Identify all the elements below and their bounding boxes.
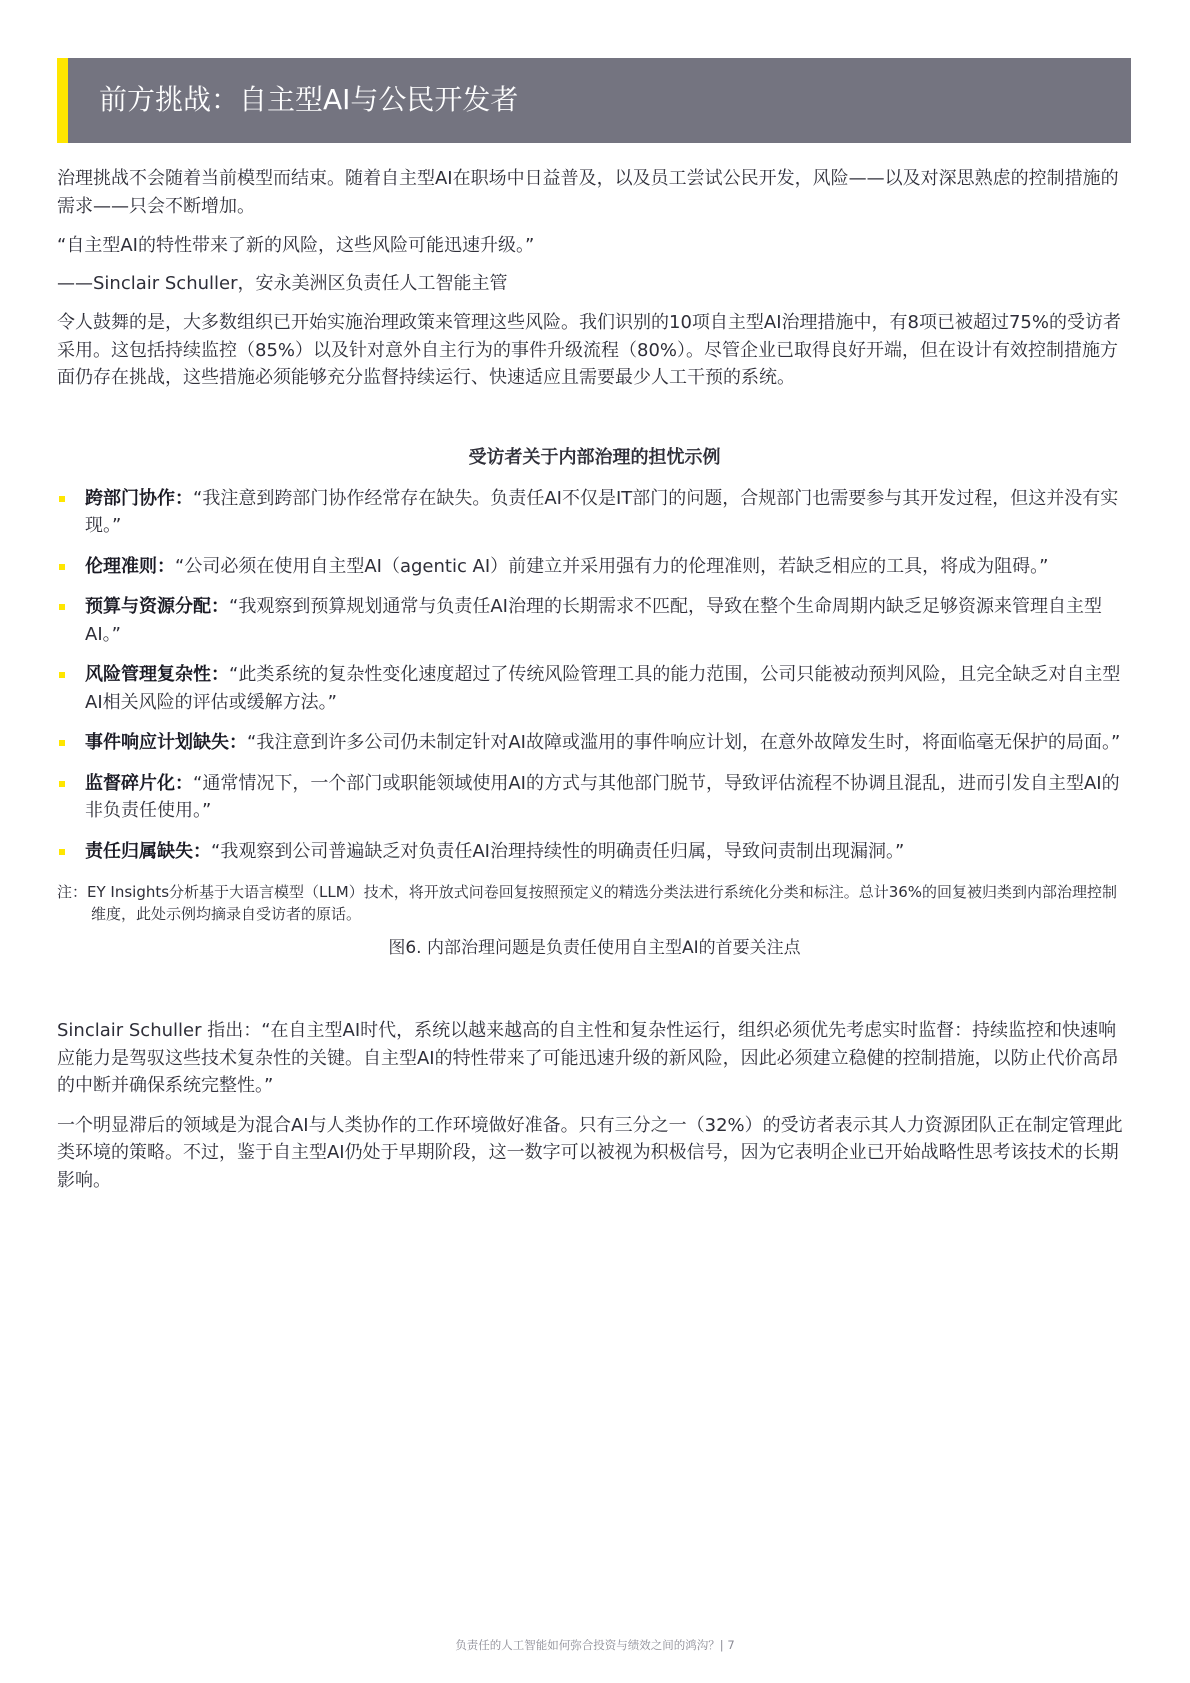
figure-caption: 图6. 内部治理问题是负责任使用自主型AI的首要关注点: [388, 938, 801, 958]
concern-label: 跨部门协作：: [85, 487, 193, 509]
concern-text: “此类系统的复杂性变化速度超过了传统风险管理工具的能力范围，公司只能被动预判风险，且完全缺乏对自主型AI相关风险的评估或缓解方法。”: [85, 664, 1121, 713]
section-banner: [57, 58, 1131, 143]
page-title: 前方挑战：自主型AI与公民开发者: [99, 83, 519, 116]
intro-paragraph: 治理挑战不会随着当前模型而结束。随着自主型AI在职场中日益普及，以及员工尝试公民开发，风险——以及对深思熟虑的控制措施的需求——只会不断增加。: [57, 168, 1119, 217]
concern-label: 伦理准则：: [85, 555, 175, 577]
bullet-square-icon: [59, 781, 65, 787]
page-footer: 负责任的人工智能如何弥合投资与绩效之间的鸿沟？| 7: [455, 1638, 735, 1652]
list-item: [57, 593, 1132, 648]
list-item: [57, 770, 1132, 825]
concern-label: 预算与资源分配：: [85, 596, 229, 617]
bullet-square-icon: [59, 496, 65, 502]
list-item: [57, 838, 1132, 866]
concern-text: “我注意到跨部门协作经常存在缺失。负责任AI不仅是IT部门的问题，合规部门也需要参与其开发过程，但这并没有实现。”: [85, 487, 1119, 536]
schuller-paragraph: Sinclair Schuller 指出：“在自主型AI时代，系统以越来越高的自主性和复杂性运行，组织必须优先考虑实时监督：持续监控和快速响应能力是驾驭这些技术复杂性的关键。自主型AI的特性带来了可能迅速升级的新风险，因此必须建立稳健的控制措施，以防止代价高昂的中断并确保系统完整性。”: [57, 1020, 1119, 1096]
concerns-list: [57, 485, 1132, 866]
concern-text: “通常情况下，一个部门或职能领域使用AI的方式与其他部门脱节，导致评估流程不协调且混乱，进而引发自主型AI的非负责任使用。”: [85, 772, 1120, 821]
hr-paragraph: 一个明显滞后的领域是为混合AI与人类协作的工作环境做好准备。只有三分之一（32%）的受访者表示其人力资源团队正在制定管理此类环境的策略。不过，鉴于自主型AI仍处于早期阶段，这一数字可以被视为积极信号，因为它表明企业已开始战略性思考该技术的长期影响。: [57, 1114, 1123, 1191]
list-item: [57, 729, 1132, 757]
concern-label: 监督碎片化：: [85, 772, 193, 794]
bullet-square-icon: [59, 849, 65, 855]
list-item: [57, 553, 1132, 581]
governance-paragraph: 令人鼓舞的是，大多数组织已开始实施治理政策来管理这些风险。我们识别的10项自主型AI治理措施中，有8项已被超过75%的受访者采用。这包括持续监控（85%）以及针对意外自主行为的事件升级流程（80%）。尽管企业已取得良好开端，但在设计有效控制措施方面仍存在挑战，这些措施必须能够充分监督持续运行、快速适应且需要最少人工干预的系统。: [57, 312, 1121, 388]
main-content: [57, 165, 1132, 1194]
concern-text: “我观察到预算规划通常与负责任AI治理的长期需求不匹配，导致在整个生命周期内缺乏足够资源来管理自主型AI。”: [85, 596, 1102, 645]
concern-label: 事件响应计划缺失：: [85, 732, 247, 753]
concern-text: “公司必须在使用自主型AI（agentic AI）前建立并采用强有力的伦理准则，若缺乏相应的工具，将成为阻碍。”: [175, 555, 1049, 577]
bullet-square-icon: [59, 604, 65, 610]
concern-text: “我观察到公司普遍缺乏对负责任AI治理持续性的明确责任归属，导致问责制出现漏洞。”: [211, 840, 905, 862]
methodology-note: 注：EY Insights分析基于大语言模型（LLM）技术，将开放式问卷回复按照预定义的精选分类法进行系统化分类和标注。总计36%的回复被归类到内部治理控制维度，此处示例均摘录自受访者的原话。: [57, 883, 1118, 923]
bullet-square-icon: [59, 672, 65, 678]
quote: “自主型AI的特性带来了新的风险，这些风险可能迅速升级。”: [57, 235, 535, 256]
concern-label: 风险管理复杂性：: [85, 664, 229, 685]
list-item: [57, 485, 1132, 540]
quote-attribution: ——Sinclair Schuller，安永美洲区负责任人工智能主管: [57, 272, 508, 294]
bullet-square-icon: [59, 564, 65, 570]
bullet-square-icon: [59, 740, 65, 746]
concerns-title: 受访者关于内部治理的担忧示例: [468, 446, 721, 468]
list-item: [57, 661, 1132, 716]
concern-label: 责任归属缺失：: [85, 840, 211, 862]
concern-text: “我注意到许多公司仍未制定针对AI故障或滥用的事件响应计划，在意外故障发生时，将面临毫无保护的局面。”: [247, 732, 1121, 753]
